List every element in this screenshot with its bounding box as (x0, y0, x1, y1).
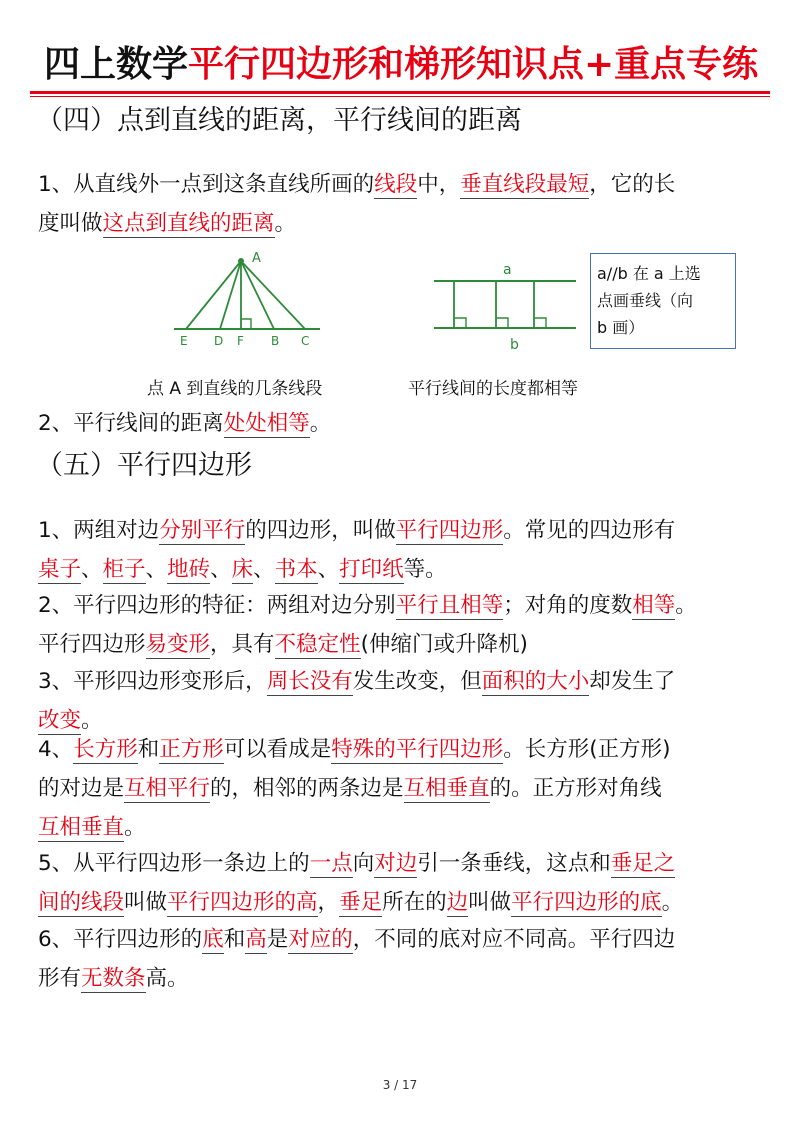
text-run: 、 (145, 557, 168, 582)
text-run: 发生改变，但 (352, 669, 482, 694)
text-run: 。 (661, 890, 684, 915)
right-angle-mark (496, 318, 508, 328)
keyword: 线段 (374, 172, 418, 197)
text-run: 1、两组对边 (38, 518, 160, 543)
text-run: 叫做 (468, 890, 512, 915)
text-run: 的四边形，叫做 (245, 518, 396, 543)
figure-caption-2: 平行线间的长度都相等 (408, 379, 578, 399)
text-run: 。 (81, 708, 103, 733)
keyword: 垂直线段最短 (460, 172, 590, 197)
keyword: 平行四边形 (395, 518, 504, 543)
text-run: 是 (266, 927, 289, 952)
text-run: ；对角的度数 (503, 593, 633, 618)
text-run: 、 (317, 557, 340, 582)
paragraph-5-5 (38, 844, 768, 922)
keyword: 地砖 (167, 557, 211, 582)
keyword: 边 (446, 890, 469, 915)
text-line (38, 625, 768, 664)
text-line (38, 586, 768, 625)
segment-ae (186, 261, 241, 329)
keyword: 特殊的平行四边形 (331, 737, 504, 762)
label-line-b: b (510, 337, 519, 353)
title-rule-thick (30, 91, 770, 94)
text-run: 的。正方形对角线 (489, 776, 662, 801)
label-line-a: a (503, 262, 512, 278)
keyword: 垂足之 (610, 851, 676, 876)
text-line (38, 511, 768, 550)
parallel-lines-diagram (430, 255, 580, 355)
section-heading-5: （五）平行四边形 (36, 450, 252, 481)
paragraph-5-3 (38, 662, 768, 740)
text-run: 所在的 (382, 890, 447, 915)
text-run: 平行四边形 (38, 632, 146, 657)
label-c: C (301, 334, 310, 348)
text-line (38, 730, 768, 769)
title-red-part: 平行四边形和梯形知识点+重点专练 (188, 44, 759, 85)
text-line (38, 844, 768, 883)
text-run: 和 (137, 737, 160, 762)
keyword: 互相平行 (124, 776, 211, 801)
keyword: 对应的 (288, 927, 353, 952)
point-to-line-diagram (170, 250, 330, 350)
text-line (38, 404, 768, 443)
text-run: ， (317, 890, 340, 915)
paragraph-4-1 (38, 165, 768, 243)
keyword: 周长没有 (266, 669, 353, 694)
segment-ad (220, 261, 241, 329)
text-run: 可以看成是 (223, 737, 332, 762)
label-e: E (180, 334, 188, 348)
note-line: 点画垂线（向 (597, 291, 694, 310)
keyword: 互相垂直 (403, 776, 490, 801)
text-run: (伸缩门或升降机) (360, 632, 528, 657)
text-line (38, 769, 768, 808)
text-run: 。 (309, 411, 332, 436)
text-run: 3、平形四边形变形后， (38, 669, 267, 694)
keyword: 互相垂直 (38, 815, 125, 840)
text-line (38, 883, 768, 922)
text-run: 。 (675, 593, 697, 618)
text-run: 叫做 (124, 890, 168, 915)
keyword: 处处相等 (223, 411, 310, 436)
keyword: 长方形 (73, 737, 138, 762)
page-number: 3 / 17 (382, 1078, 418, 1092)
text-run: 的对边是 (38, 776, 125, 801)
label-a: A (252, 251, 261, 266)
paragraph-5-4 (38, 730, 768, 847)
keyword: 平行四边形的底 (511, 890, 662, 915)
document-title (44, 42, 764, 88)
text-run: 6、平行四边形的 (38, 927, 203, 952)
text-line (38, 920, 768, 959)
paragraph-5-6 (38, 920, 768, 998)
text-run: ，不同的底对应不同高。平行四边 (352, 927, 676, 952)
text-run: 4、 (38, 737, 74, 762)
keyword: 正方形 (159, 737, 224, 762)
keyword: 一点 (309, 851, 353, 876)
text-run: 5、从平行四边形一条边上的 (38, 851, 310, 876)
keyword: 无数条 (81, 966, 146, 991)
text-run: 1、从直线外一点到这条直线所画的 (38, 172, 375, 197)
figure-parallel-lines (430, 255, 580, 355)
text-run: 形有 (38, 966, 82, 991)
text-run: 、 (81, 557, 103, 582)
keyword: 面积的大小 (481, 669, 590, 694)
title-rule-thin (30, 96, 770, 97)
text-line (38, 959, 768, 998)
text-run: 2、平行线间的距离 (38, 411, 224, 436)
keyword: 平行四边形的高 (167, 890, 318, 915)
point-a (238, 258, 244, 264)
text-run: 。长方形(正方形) (503, 737, 671, 762)
text-line (38, 165, 768, 204)
note-line: b 画） (597, 318, 645, 337)
text-run: ，它的长 (589, 172, 676, 197)
text-run: 。 (124, 815, 146, 840)
figure-caption-1: 点 A 到直线的几条线段 (147, 379, 323, 399)
keyword: 这点到直线的距离 (102, 211, 275, 236)
keyword: 底 (202, 927, 224, 952)
text-run: 。 (274, 211, 297, 236)
text-run: ，具有 (210, 632, 275, 657)
text-run: 等。 (403, 557, 447, 582)
paragraph-4-2 (38, 404, 768, 443)
right-angle-mark (241, 319, 251, 329)
label-f: F (237, 334, 244, 348)
keyword: 易变形 (145, 632, 211, 657)
note-box (590, 253, 736, 349)
title-black-part: 四上数学 (44, 44, 189, 85)
text-run: 却发生了 (589, 669, 676, 694)
keyword: 改变 (38, 708, 82, 733)
keyword: 桌子 (38, 557, 82, 582)
keyword: 垂足 (339, 890, 383, 915)
keyword: 相等 (632, 593, 676, 618)
text-run: 。常见的四边形有 (503, 518, 676, 543)
text-line (38, 550, 768, 589)
keyword: 床 (231, 557, 254, 582)
text-line (38, 662, 768, 701)
label-d: D (214, 334, 224, 348)
paragraph-5-1 (38, 511, 768, 589)
keyword: 对边 (374, 851, 418, 876)
text-line (38, 808, 768, 847)
text-run: 2、平行四边形的特征：两组对边分别 (38, 593, 396, 618)
text-line (38, 204, 768, 243)
keyword: 平行且相等 (395, 593, 504, 618)
section-heading-4: （四）点到直线的距离，平行线间的距离 (36, 105, 522, 136)
text-run: 、 (210, 557, 232, 582)
text-run: 和 (223, 927, 246, 952)
right-angle-mark (534, 318, 546, 328)
keyword: 高 (245, 927, 267, 952)
text-run: 引一条垂线，这点和 (417, 851, 611, 876)
keyword: 分别平行 (159, 518, 246, 543)
keyword: 间的线段 (38, 890, 125, 915)
paragraph-5-2 (38, 586, 768, 664)
text-run: 中， (417, 172, 461, 197)
text-run: 、 (253, 557, 275, 582)
keyword: 柜子 (102, 557, 146, 582)
note-line: a//b 在 a 上选 (597, 264, 701, 283)
keyword: 不稳定性 (274, 632, 361, 657)
keyword: 书本 (274, 557, 318, 582)
text-run: 度叫做 (38, 211, 103, 236)
text-run: 的，相邻的两条边是 (210, 776, 404, 801)
text-run: 向 (352, 851, 375, 876)
text-run: 高。 (145, 966, 189, 991)
label-b: B (271, 334, 280, 348)
keyword: 打印纸 (339, 557, 404, 582)
right-angle-mark (454, 318, 466, 328)
figure-point-to-line (170, 250, 330, 350)
